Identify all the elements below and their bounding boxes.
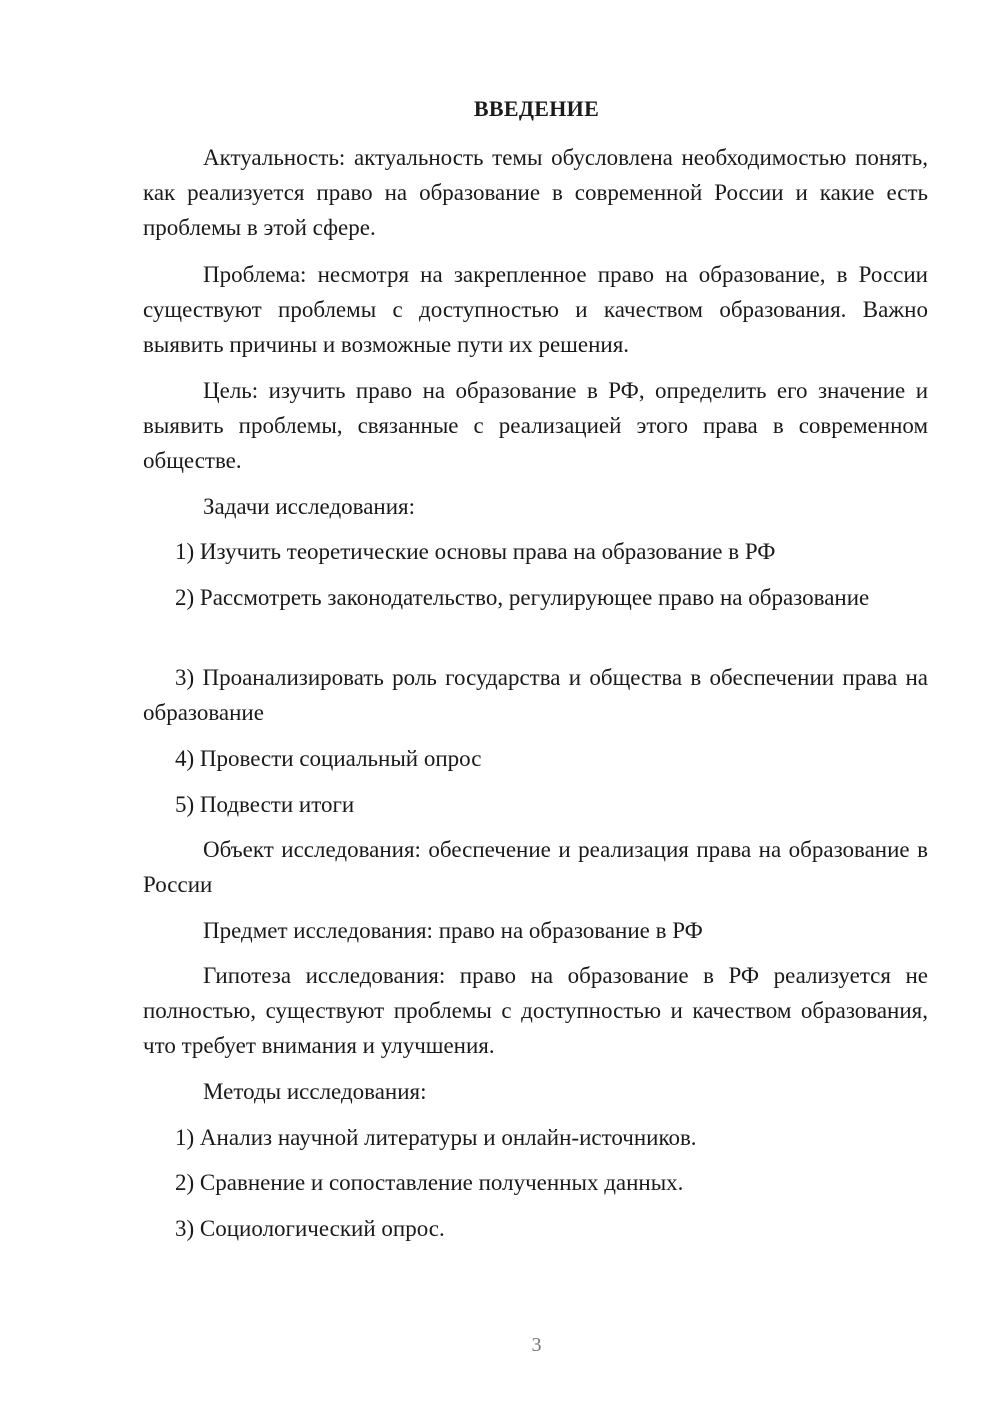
list-item-task-3: 3) Проанализировать роль государства и общества в обеспечении права на образование [143, 665, 928, 725]
page-number: 3 [531, 1334, 542, 1356]
paragraph-problem: Проблема: несмотря на закрепленное право на образование, в России существуют проблемы с доступностью и качеством образования. Важно выявить причины и возможные пути их решения. [143, 262, 928, 357]
paragraph-methods-heading: Методы исследования: [203, 1079, 427, 1104]
paragraph-relevance: Актуальность: актуальность темы обусловлена необходимостью понять, как реализуется право на образование в современной России и какие есть проблемы в этой сфере. [143, 145, 928, 240]
paragraph-goal: Цель: изучить право на образование в РФ, определить его значение и выявить проблемы, связанные с реализацией этого права в современном обществе. [143, 378, 928, 473]
list-item-method-3: 3) Социологический опрос. [175, 1216, 445, 1241]
list-item-task-2: 2) Рассмотреть законодательство, регулирующее право на образование [175, 585, 870, 610]
list-item-method-1: 1) Анализ научной литературы и онлайн-источников. [175, 1125, 697, 1150]
paragraph-hypothesis: Гипотеза исследования: право на образование в РФ реализуется не полностью, существуют проблемы с доступностью и качеством образования, что требует внимания и улучшения. [143, 963, 928, 1058]
paragraph-tasks-heading: Задачи исследования: [203, 494, 416, 519]
list-item-method-2: 2) Сравнение и сопоставление полученных данных. [175, 1170, 684, 1195]
section-title: ВВЕДЕНИЕ [473, 96, 600, 121]
list-item-task-5: 5) Подвести итоги [175, 792, 355, 817]
list-item-task-4: 4) Провести социальный опрос [175, 746, 482, 771]
paragraph-object: Объект исследования: обеспечение и реализация права на образование в России [143, 837, 928, 897]
list-item-task-1: 1) Изучить теоретические основы права на образование в РФ [175, 539, 776, 564]
paragraph-subject: Предмет исследования: право на образование в РФ [203, 918, 703, 943]
